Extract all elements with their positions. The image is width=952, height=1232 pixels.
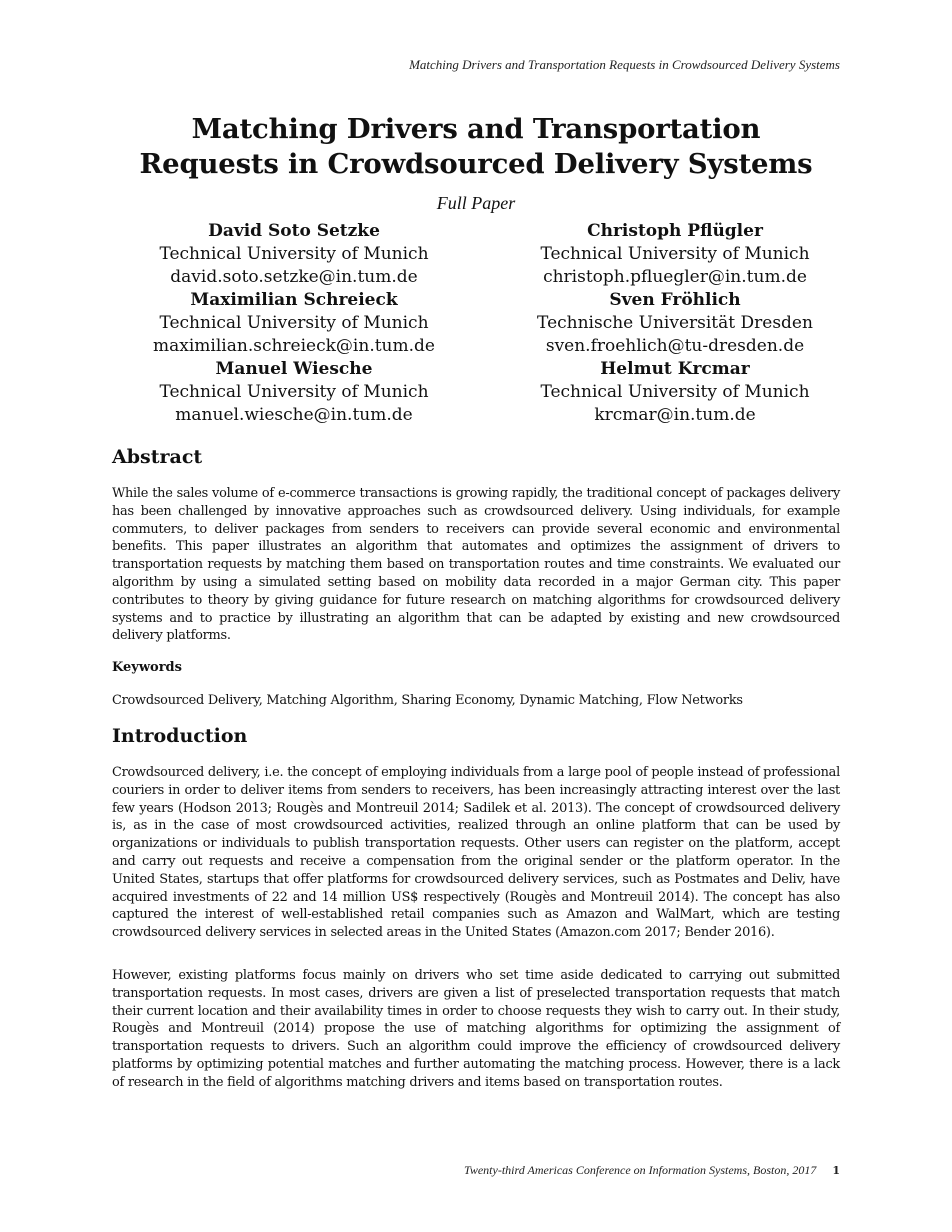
keywords-heading: Keywords [112, 660, 182, 675]
introduction-paragraph-2: However, existing platforms focus mainly on drivers who set time aside dedicated to carrying out submitted transportation requests. In most cases, drivers are given a list of preselected transportation requests that match their current location and their availability times in order to choose requests they wish to carry out. In their study, Rougès and Montreuil (2014) propose the use of matching algorithms for optimizing the assignment of transportation requests to drivers. Such an algorithm could improve the efficiency of crowdsourced delivery platforms by optimizing potential matches and further automating the matching process. However, there is a lack of research in the field of algorithms matching drivers and items based on transportation routes. [112, 968, 840, 1090]
author-affiliation: Technical University of Munich [159, 382, 429, 402]
author-name: David Soto Setzke [208, 221, 380, 241]
author-name: Christoph Pflügler [587, 221, 763, 241]
title-line-1: Matching Drivers and Transportation [191, 113, 761, 145]
author-name: Helmut Krcmar [600, 359, 750, 379]
author-email: christoph.pfluegler@in.tum.de [543, 267, 807, 287]
title-line-2: Requests in Crowdsourced Delivery Systems [139, 148, 813, 180]
author-name: Manuel Wiesche [215, 359, 373, 379]
running-head: Matching Drivers and Transportation Requests in Crowdsourced Delivery Systems [409, 57, 840, 72]
author-affiliation: Technical University of Munich [540, 244, 810, 264]
author-email: sven.froehlich@tu-dresden.de [545, 336, 805, 356]
page-footer [464, 1163, 840, 1178]
author-email: manuel.wiesche@in.tum.de [175, 405, 413, 425]
author-affiliation: Technical University of Munich [540, 382, 810, 402]
author-name: Sven Fröhlich [609, 290, 741, 310]
author-email: maximilian.schreieck@in.tum.de [153, 336, 435, 356]
keywords-text: Crowdsourced Delivery, Matching Algorithm, Sharing Economy, Dynamic Matching, Flow Networks [112, 693, 743, 708]
introduction-heading: Introduction [112, 725, 248, 747]
introduction-paragraph-1: Crowdsourced delivery, i.e. the concept of employing individuals from a large pool of people instead of professional couriers in order to deliver items from senders to receivers, has been increasingly attracting interest over the last few years (Hodson 2013; Rougès and Montreuil 2014; Sadilek et al. 2013). The concept of crowdsourced delivery is, as in the case of most crowdsourced activities, realized through an online platform that can be used by organizations or individuals to publish transportation requests. Other users can register on the platform, accept and carry out requests and receive a compensation from the original sender or the platform operator. In the United States, startups that offer platforms for crowdsourced delivery services, such as Postmates and Deliv, have acquired investments of 22 and 14 million US$ respectively (Rougès and Montreuil 2014). The concept has also captured the interest of well-established retail companies such as Amazon and WalMart, which are testing crowdsourced delivery services in selected areas in the United States (Amazon.com 2017; Bender 2016). [112, 765, 840, 941]
author-block [112, 220, 840, 427]
abstract-text: While the sales volume of e-commerce transactions is growing rapidly, the traditional concept of packages delivery has been challenged by innovative approaches such as crowdsourced delivery. Using individuals, for example commuters, to deliver packages from senders to receivers can provide several economic and environmental benefits. This paper illustrates an algorithm that automates and optimizes the assignment of drivers to transportation requests by matching them based on transportation routes and time constraints. We evaluated our algorithm by using a simulated setting based on mobility data recorded in a major German city. This paper contributes to theory by giving guidance for future research on matching algorithms for crowdsourced delivery systems and to practice by illustrating an algorithm that can be adapted by existing and new crowdsourced delivery platforms. [112, 486, 840, 644]
author-affiliation: Technical University of Munich [159, 244, 429, 264]
paper-title [60, 112, 892, 182]
author-column-right [510, 220, 840, 427]
author-email: david.soto.setzke@in.tum.de [170, 267, 418, 287]
paper-type: Full Paper [436, 193, 516, 213]
author-affiliation: Technical University of Munich [159, 313, 429, 333]
author-affiliation: Technische Universität Dresden [537, 313, 813, 333]
abstract-heading: Abstract [112, 446, 203, 468]
author-name: Maximilian Schreieck [190, 290, 398, 310]
page-number: 1 [832, 1164, 840, 1177]
author-column-left [112, 220, 476, 427]
author-email: krcmar@in.tum.de [594, 405, 756, 425]
conference-name: Twenty-third Americas Conference on Information Systems, Boston, 2017 [464, 1163, 817, 1177]
